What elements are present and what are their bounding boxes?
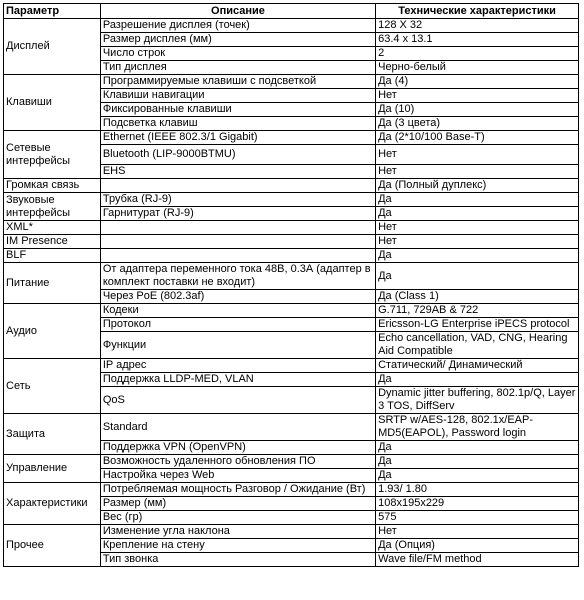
header-param: Параметр: [4, 4, 101, 19]
spec-value-cell: Да (Опция): [376, 539, 579, 553]
description-cell: IP адрес: [100, 359, 375, 373]
table-header: [4, 4, 579, 19]
spec-value-cell: Да (3 цвета): [376, 117, 579, 131]
table-row: [4, 75, 579, 89]
description-cell: Размер (мм): [100, 497, 375, 511]
param-cell: Сетевые интерфейсы: [4, 131, 101, 179]
description-cell: Поддержка LLDP-MED, VLAN: [100, 373, 375, 387]
table-row: [4, 263, 579, 290]
param-cell: Прочее: [4, 525, 101, 567]
table-row: [4, 19, 579, 33]
description-cell: Крепление на стену: [100, 539, 375, 553]
description-cell: Трубка (RJ-9): [100, 193, 375, 207]
description-cell: Фиксированные клавиши: [100, 103, 375, 117]
param-cell: Управление: [4, 455, 101, 483]
description-cell: Тип звонка: [100, 553, 375, 567]
description-cell: Возможность удаленного обновления ПО: [100, 455, 375, 469]
description-cell: Потребляемая мощность Разговор / Ожидание (Вт): [100, 483, 375, 497]
param-cell: Звуковые интерфейсы: [4, 193, 101, 221]
spec-value-cell: 108x195x229: [376, 497, 579, 511]
description-cell: Через PoE (802.3af): [100, 290, 375, 304]
description-cell: От адаптера переменного тока 48В, 0.3А (адаптер в комплект поставки не входит): [100, 263, 375, 290]
table-body: [4, 19, 579, 567]
description-cell: Функции: [100, 332, 375, 359]
table-row: [4, 455, 579, 469]
param-cell: Защита: [4, 414, 101, 455]
table-row: [4, 359, 579, 373]
spec-value-cell: Да: [376, 469, 579, 483]
description-cell: EHS: [100, 165, 375, 179]
description-cell: [100, 235, 375, 249]
spec-value-cell: Echo cancellation, VAD, CNG, Hearing Aid Compatible: [376, 332, 579, 359]
table-row: [4, 249, 579, 263]
description-cell: Вес (гр): [100, 511, 375, 525]
spec-value-cell: Нет: [376, 221, 579, 235]
description-cell: Настройка через Web: [100, 469, 375, 483]
spec-value-cell: 63.4 x 13.1: [376, 33, 579, 47]
spec-value-cell: Нет: [376, 525, 579, 539]
table-row: [4, 131, 579, 145]
description-cell: Протокол: [100, 318, 375, 332]
param-cell: Клавиши: [4, 75, 101, 131]
table-row: [4, 193, 579, 207]
table-row: [4, 235, 579, 249]
spec-value-cell: Да: [376, 263, 579, 290]
table-row: [4, 414, 579, 441]
description-cell: Число строк: [100, 47, 375, 61]
spec-value-cell: Да (Полный дуплекс): [376, 179, 579, 193]
spec-table: [3, 3, 579, 567]
param-cell: IM Presence: [4, 235, 101, 249]
spec-value-cell: Статический/ Динамический: [376, 359, 579, 373]
spec-value-cell: G.711, 729AB & 722: [376, 304, 579, 318]
table-row: [4, 221, 579, 235]
description-cell: Размер дисплея (мм): [100, 33, 375, 47]
description-cell: Кодеки: [100, 304, 375, 318]
spec-value-cell: Wave file/FM method: [376, 553, 579, 567]
param-cell: Сеть: [4, 359, 101, 414]
description-cell: Гарнитурат (RJ-9): [100, 207, 375, 221]
spec-value-cell: Да (2*10/100 Base-T): [376, 131, 579, 145]
param-cell: Громкая связь: [4, 179, 101, 193]
spec-value-cell: SRTP w/AES-128, 802.1x/EAP-MD5(EAPOL), Password login: [376, 414, 579, 441]
description-cell: Bluetooth (LIP-9000BTMU): [100, 145, 375, 165]
description-cell: Изменение угла наклона: [100, 525, 375, 539]
description-cell: Разрешение дисплея (точек): [100, 19, 375, 33]
header-row: [4, 4, 579, 19]
description-cell: Тип дисплея: [100, 61, 375, 75]
spec-value-cell: Да: [376, 193, 579, 207]
param-cell: Питание: [4, 263, 101, 304]
table-row: [4, 525, 579, 539]
spec-value-cell: Да: [376, 441, 579, 455]
spec-value-cell: Да (4): [376, 75, 579, 89]
description-cell: Подсветка клавиш: [100, 117, 375, 131]
spec-value-cell: Dynamic jitter buffering, 802.1p/Q, Layer 3 TOS, DiffServ: [376, 387, 579, 414]
spec-value-cell: Ericsson-LG Enterprise iPECS protocol: [376, 318, 579, 332]
spec-value-cell: Нет: [376, 145, 579, 165]
description-cell: [100, 179, 375, 193]
spec-value-cell: Да (10): [376, 103, 579, 117]
spec-value-cell: 575: [376, 511, 579, 525]
description-cell: Программируемые клавиши с подсветкой: [100, 75, 375, 89]
spec-value-cell: Нет: [376, 165, 579, 179]
description-cell: [100, 221, 375, 235]
spec-value-cell: 2: [376, 47, 579, 61]
spec-value-cell: Нет: [376, 89, 579, 103]
spec-value-cell: Да: [376, 249, 579, 263]
table-row: [4, 483, 579, 497]
table-row: [4, 179, 579, 193]
spec-value-cell: Да: [376, 207, 579, 221]
spec-value-cell: 128 X 32: [376, 19, 579, 33]
table-row: [4, 304, 579, 318]
header-specs: Технические характеристики: [376, 4, 579, 19]
spec-value-cell: Черно-белый: [376, 61, 579, 75]
description-cell: [100, 249, 375, 263]
param-cell: XML*: [4, 221, 101, 235]
spec-value-cell: Да (Class 1): [376, 290, 579, 304]
description-cell: QoS: [100, 387, 375, 414]
description-cell: Standard: [100, 414, 375, 441]
spec-value-cell: Да: [376, 455, 579, 469]
param-cell: BLF: [4, 249, 101, 263]
spec-value-cell: Да: [376, 373, 579, 387]
param-cell: Дисплей: [4, 19, 101, 75]
description-cell: Поддержка VPN (OpenVPN): [100, 441, 375, 455]
param-cell: Аудио: [4, 304, 101, 359]
description-cell: Клавиши навигации: [100, 89, 375, 103]
description-cell: Ethernet (IEEE 802.3/1 Gigabit): [100, 131, 375, 145]
header-description: Описание: [100, 4, 375, 19]
spec-value-cell: Нет: [376, 235, 579, 249]
spec-value-cell: 1.93/ 1.80: [376, 483, 579, 497]
param-cell: Характеристики: [4, 483, 101, 525]
